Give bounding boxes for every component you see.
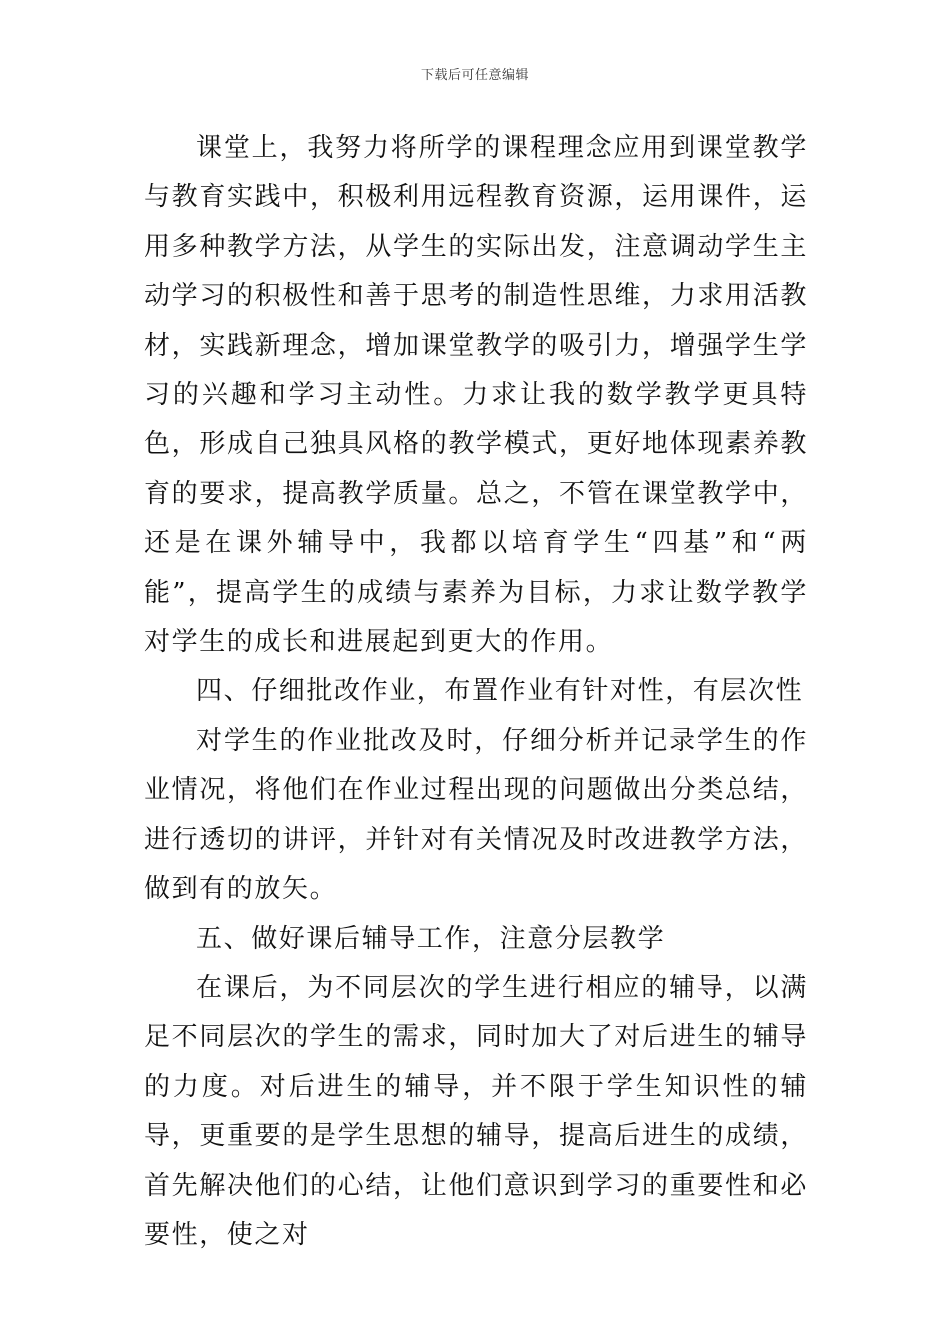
paragraph-classroom-teaching: 课堂上，我努力将所学的课程理念应用到课堂教学与教育实践中，积极利用远程教育资源，运用课件，运用多种教学方法，从学生的实际出发，注意调动学生主动学习的积极性和善于思考的制造性思维，力求用活教材，实践新理念，增加课堂教学的吸引力，增强学生学习的兴趣和学习主动性。力求让我的数学教学更具特色，形成自己独具风格的教学模式，更好地体现素养教育的要求，提高教学质量。总之，不管在课堂教学中，还是在课外辅导中，我都以培育学生“四基”和“两能”，提高学生的成绩与素养为目标，力求让数学教学对学生的成长和进展起到更大的作用。 <box>144 133 808 658</box>
section-heading-tutoring: 五、做好课后辅导工作，注意分层教学 <box>196 923 666 954</box>
page-header: 下载后可任意编辑 <box>420 68 529 83</box>
paragraph-homework: 对学生的作业批改及时，仔细分析并记录学生的作业情况，将他们在作业过程出现的问题做出分类总结，进行透切的讲评，并针对有关情况及时改进教学方法，做到有的放矢。 <box>144 725 808 905</box>
section-heading-homework: 四、仔细批改作业，布置作业有针对性，有层次性 <box>196 676 804 707</box>
paragraph-tutoring: 在课后，为不同层次的学生进行相应的辅导，以满足不同层次的学生的需求，同时加大了对后进生的辅导的力度。对后进生的辅导，并不限于学生知识性的辅导，更重要的是学生思想的辅导，提高后进生的成绩，首先解决他们的心结，让他们意识到学习的重要性和必要性，使之对 <box>144 972 808 1250</box>
document-body <box>144 124 808 1260</box>
